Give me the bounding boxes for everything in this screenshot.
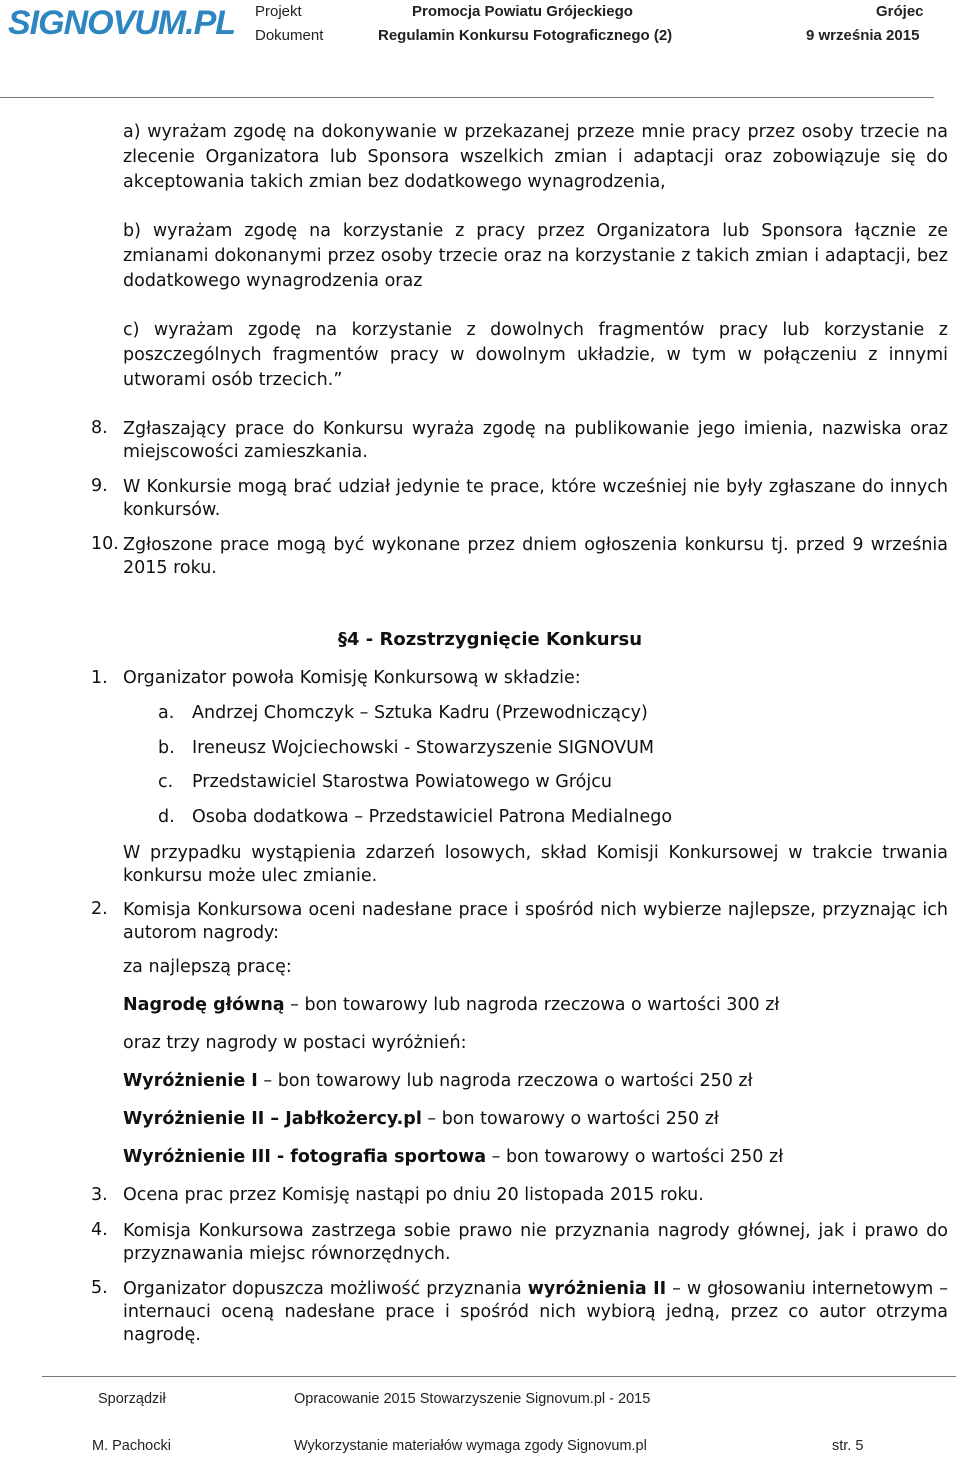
consent-c: c) wyrażam zgodę na korzystanie z dowolnych fragmentów pracy lub korzystanie z poszczególnych fragmentów pracy w dowolnym układzie, w tym w połączeniu z innymi utworami osób trzecich.” — [123, 320, 948, 390]
footer-usage-note: Wykorzystanie materiałów wymaga zgody Signovum.pl — [294, 1438, 647, 1454]
item5-post: – w głosowaniu internetowym – internauci oceną nadesłane prace i spośród nich wybiorą jedną, przez co autor otrzyma nagrodę. — [123, 1279, 949, 1345]
header-project-value: Promocja Powiatu Grójeckiego — [412, 3, 633, 20]
distinction-desc: – bon towarowy lub nagroda rzeczowa o wartości 250 zł — [257, 1071, 753, 1091]
header-place: Grójec — [876, 3, 924, 20]
item-text: Komisja Konkursowa oceni nadesłane prace i spośród nich wybierze najlepsze, przyznając ich autorom nagrody: — [123, 900, 948, 943]
best-work-label: za najlepszą pracę: — [123, 957, 292, 977]
header-document-value: Regulamin Konkursu Fotograficznego (2) — [378, 27, 673, 44]
member-text: Ireneusz Wojciechowski - Stowarzyszenie SIGNOVUM — [192, 738, 655, 758]
item-text: Ocena prac przez Komisję nastąpi po dniu 20 listopada 2015 roku. — [123, 1185, 704, 1205]
consent-b: b) wyrażam zgodę na korzystanie z pracy przez Organizatora lub Sponsora łącznie ze zmianami dokonanymi przez osoby trzecie oraz na korzystanie z takich zmian i adaptacji, bez dodatkowego wynagrodzenia oraz — [123, 221, 948, 291]
distinction-name: Wyróżnienie III - fotografia sportowa — [123, 1147, 487, 1167]
header-document-label: Dokument — [255, 27, 324, 44]
item-number: 3. — [91, 1185, 108, 1205]
rule-number: 8. — [91, 418, 108, 438]
consent-a: a) wyrażam zgodę na dokonywanie w przekazanej przeze mnie pracy przez osoby trzecie na zlecenie Organizatora lub Sponsora wszelkich zmian i adaptacji oraz zobowiązuje się do akceptowania takich zmian bez dodatkowego wynagrodzenia, — [123, 122, 948, 192]
rule-text: W Konkursie mogą brać udział jedynie te prace, które wcześniej nie były zgłaszane do innych konkursów. — [123, 477, 948, 520]
header-project-label: Projekt — [255, 3, 302, 20]
item-number: 2. — [91, 899, 108, 919]
distinction-1 — [123, 1071, 753, 1091]
item-number: 5. — [91, 1278, 108, 1298]
distinction-2 — [123, 1109, 719, 1129]
item-text: Komisja Konkursowa zastrzega sobie prawo nie przyznania nagrody głównej, jak i prawo do przyznawania miejsc równorzędnych. — [123, 1221, 948, 1264]
rule-number: 9. — [91, 476, 108, 496]
footer-prepared-text: Opracowanie 2015 Stowarzyszenie Signovum.pl - 2015 — [294, 1391, 651, 1407]
member-letter: b. — [158, 738, 175, 758]
member-text: Osoba dodatkowa – Przedstawiciel Patrona Medialnego — [192, 807, 673, 827]
section-title: §4 - Rozstrzygnięcie Konkursu — [338, 629, 643, 650]
item5-pre: Organizator dopuszcza możliwość przyznania — [123, 1279, 528, 1299]
distinction-name: Wyróżnienie II – Jabłkożercy.pl — [123, 1109, 422, 1129]
item5-bold: wyróżnienia II — [527, 1279, 667, 1299]
rule-text: Zgłaszający prace do Konkursu wyraża zgodę na publikowanie jego imienia, nazwiska oraz miejscowości zamieszkania. — [123, 419, 948, 462]
item-number: 4. — [91, 1220, 108, 1240]
rule-number: 10. — [91, 534, 119, 554]
main-prize — [123, 995, 779, 1015]
main-prize-desc: – bon towarowy lub nagroda rzeczowa o wartości 300 zł — [284, 995, 780, 1015]
header-divider — [0, 97, 934, 98]
footer-page-number: str. 5 — [832, 1438, 864, 1454]
distinction-name: Wyróżnienie I — [123, 1071, 258, 1091]
random-events-note: W przypadku wystąpienia zdarzeń losowych, skład Komisji Konkursowej w trakcie trwania konkursu może ulec zmianie. — [123, 843, 948, 886]
item-number: 1. — [91, 668, 108, 688]
footer-prepared-label: Sporządził — [98, 1391, 166, 1407]
main-prize-name: Nagrodę główną — [123, 995, 285, 1015]
footer-divider — [42, 1376, 956, 1377]
signovum-logo: SIGNOVUM.PL — [8, 4, 236, 42]
member-letter: d. — [158, 807, 175, 827]
footer-author: M. Pachocki — [92, 1438, 171, 1454]
distinction-3 — [123, 1147, 783, 1167]
member-letter: a. — [158, 703, 175, 723]
item-text — [123, 1278, 948, 1347]
rule-text: Zgłoszone prace mogą być wykonane przez dniem ogłoszenia konkursu tj. przed 9 września 2015 roku. — [123, 535, 948, 578]
member-text: Andrzej Chomczyk – Sztuka Kadru (Przewodniczący) — [192, 703, 648, 723]
header-date: 9 września 2015 — [806, 27, 920, 44]
member-text: Przedstawiciel Starostwa Powiatowego w Grójcu — [192, 772, 612, 792]
three-prizes-label: oraz trzy nagrody w postaci wyróżnień: — [123, 1033, 467, 1053]
distinction-desc: – bon towarowy o wartości 250 zł — [421, 1109, 719, 1129]
member-letter: c. — [158, 772, 174, 792]
item-text: Organizator powoła Komisję Konkursową w składzie: — [123, 668, 581, 688]
distinction-desc: – bon towarowy o wartości 250 zł — [486, 1147, 784, 1167]
